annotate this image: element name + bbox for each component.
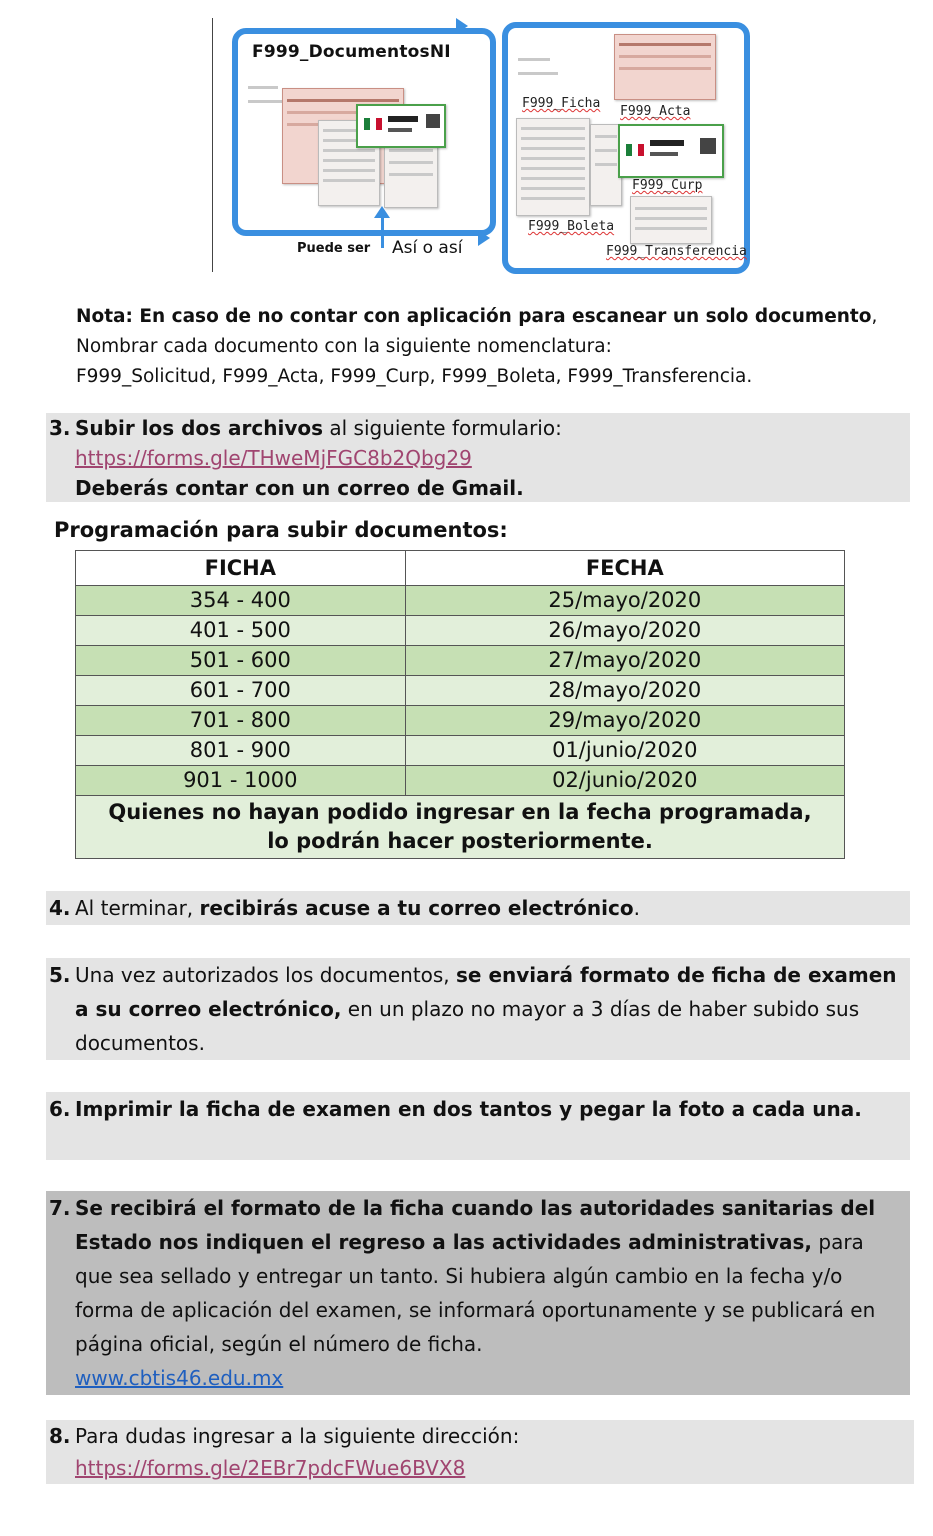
schedule-note-line1: Quienes no hayan podido ingresar en la fecha programada, [108, 800, 812, 824]
table-row [76, 706, 845, 736]
step4-bold: recibirás acuse a tu correo electrónico [199, 896, 634, 920]
step6-block [46, 1092, 910, 1160]
curp-thumbnail [356, 104, 446, 148]
label-boleta: F999_Boleta [528, 219, 615, 234]
doc-header-thumbnail-2 [514, 46, 572, 92]
step8-doubts-link[interactable]: https://forms.gle/2EBr7pdcFWue6BVX8 [75, 1456, 466, 1480]
step7-number: 7. [49, 1196, 71, 1220]
arrow-right-icon [456, 18, 468, 34]
label-curp: F999_Curp [632, 178, 703, 193]
label-transferencia: F999_Transferencia [606, 244, 747, 259]
cell-ficha: 901 - 1000 [76, 766, 406, 796]
cell-ficha: 701 - 800 [76, 706, 406, 736]
arrow-up-shaft [381, 218, 384, 248]
step3-form-link[interactable]: https://forms.gle/THweMjFGC8b2Qbg29 [75, 446, 472, 470]
illustration-divider [212, 18, 213, 272]
nota-bold: Nota: En caso de no contar con aplicación para escanear un solo documento [76, 306, 872, 327]
step4-number: 4. [49, 896, 71, 920]
asi-o-asi-label: Así o así [392, 238, 463, 258]
step8-block [46, 1420, 914, 1484]
schedule-note [76, 796, 845, 859]
step7-text: para que sea sellado y entregar un tanto. Si hubiera algún cambio en la fecha y/o forma de aplicación del examen, se informará oportunamente y se publicará en página oficial, según el número de ficha. [75, 1230, 876, 1356]
step4-post: . [633, 896, 640, 920]
step3-gmail-note: Deberás contar con un correo de Gmail. [75, 476, 524, 500]
nota-line3: F999_Solicitud, F999_Acta, F999_Curp, F999_Boleta, F999_Transferencia. [76, 366, 753, 387]
cell-ficha: 601 - 700 [76, 676, 406, 706]
nota-block [76, 302, 916, 392]
step3-number: 3. [49, 416, 71, 440]
table-row [76, 616, 845, 646]
cell-ficha: 401 - 500 [76, 616, 406, 646]
step5-pre: Una vez autorizados los documentos, [75, 963, 457, 987]
step6-number: 6. [49, 1097, 71, 1121]
curp-thumbnail-2 [618, 124, 724, 178]
table-row [76, 586, 845, 616]
nota-comma: , [871, 306, 878, 327]
schedule-title: Programación para subir documentos: [54, 518, 508, 542]
arrow-right-icon-2 [478, 230, 490, 246]
cell-fecha: 29/mayo/2020 [405, 706, 844, 736]
cell-fecha: 02/junio/2020 [405, 766, 844, 796]
step7-bold: Se recibirá el formato de la ficha cuando las autoridades sanitarias del Estado nos indiquen el regreso a las actividades administrativas, [75, 1196, 876, 1254]
label-acta: F999_Acta [620, 104, 691, 119]
table-row [76, 766, 845, 796]
cell-fecha: 25/mayo/2020 [405, 586, 844, 616]
cell-fecha: 01/junio/2020 [405, 736, 844, 766]
schedule-table [75, 550, 845, 859]
step4-pre: Al terminar, [75, 896, 200, 920]
transferencia-thumbnail [384, 138, 438, 208]
nota-line2: Nombrar cada documento con la siguiente nomenclatura: [76, 336, 612, 357]
table-row [76, 736, 845, 766]
cell-fecha: 26/mayo/2020 [405, 616, 844, 646]
mexico-flag-icon-2 [626, 144, 644, 156]
table-row [76, 676, 845, 706]
header-ficha: FICHA [76, 551, 406, 586]
label-ficha: F999_Ficha [522, 96, 601, 111]
boleta-thumbnail-2 [516, 118, 590, 216]
cell-ficha: 801 - 900 [76, 736, 406, 766]
step8-text: Para dudas ingresar a la siguiente dirección: [75, 1424, 520, 1448]
table-row [76, 646, 845, 676]
step6-bold: Imprimir la ficha de examen en dos tantos y pegar la foto a cada una. [75, 1097, 862, 1121]
step3-block [46, 413, 910, 502]
step3-bold: Subir los dos archivos [75, 416, 324, 440]
acta-thumbnail-2 [614, 34, 716, 100]
mexico-flag-icon [364, 118, 382, 130]
schedule-note-line2: lo podrán hacer posteriormente. [267, 829, 653, 853]
cell-fecha: 28/mayo/2020 [405, 676, 844, 706]
step4-block [46, 891, 910, 925]
step5-number: 5. [49, 963, 71, 987]
step5-block [46, 958, 910, 1060]
step7-website-link[interactable]: www.cbtis46.edu.mx [75, 1366, 284, 1390]
cell-fecha: 27/mayo/2020 [405, 646, 844, 676]
step5-bold: se enviará formato de ficha de examen a su correo electrónico, [75, 963, 897, 1021]
cell-ficha: 501 - 600 [76, 646, 406, 676]
step3-text: al siguiente formulario: [323, 416, 562, 440]
step8-number: 8. [49, 1424, 71, 1448]
step5-post: en un plazo no mayor a 3 días de haber subido sus documentos. [75, 997, 860, 1055]
combined-file-title: F999_DocumentosNI [252, 42, 451, 62]
arrow-up-icon [374, 206, 390, 218]
puede-ser-label: Puede ser [297, 241, 371, 256]
step7-block [46, 1191, 910, 1395]
header-fecha: FECHA [405, 551, 844, 586]
table-note-row [76, 796, 845, 859]
transferencia-thumbnail-2 [630, 196, 712, 244]
cell-ficha: 354 - 400 [76, 586, 406, 616]
